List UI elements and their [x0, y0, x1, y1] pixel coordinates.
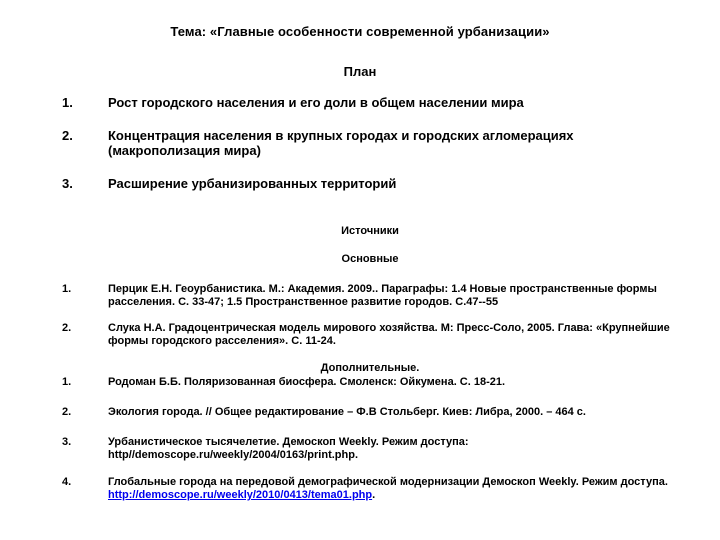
additional-item-number: 4.	[62, 476, 72, 488]
additional-item-text	[108, 476, 688, 502]
document-title: Тема: «Главные особенности современной урбанизации»	[170, 24, 550, 39]
plan-item-number: 1.	[62, 95, 73, 110]
demoscope-link[interactable]: http://demoscope.ru/weekly/2010/0413/tema01.php	[108, 489, 373, 501]
plan-item-number: 3.	[62, 176, 73, 191]
source-item-number: 2.	[62, 322, 72, 334]
plan-item-number: 2.	[62, 128, 73, 143]
sources-heading: Источники	[341, 225, 399, 237]
main-sources-heading: Основные	[341, 253, 399, 265]
plan-item-text: Расширение урбанизированных территорий	[108, 176, 397, 191]
source-item-number: 1.	[62, 283, 72, 295]
additional-item-text: Экология города. // Общее редактирование – Ф.В Стольберг. Киев: Либра, 2000. – 464 с.	[108, 406, 586, 418]
additional-sources-heading: Дополнительные.	[320, 362, 420, 374]
additional-item-number: 3.	[62, 436, 72, 448]
additional-item-text-part: Глобальные города на передовой демографической модернизации Демоскоп Weekly. Режим доступа.	[108, 476, 668, 488]
plan-heading: План	[343, 64, 377, 79]
additional-item-text: Родоман Б.Б. Поляризованная биосфера. Смоленск: Ойкумена. С. 18-21.	[108, 376, 506, 388]
source-item-text: Перцик Е.Н. Геоурбанистика. М.: Академия. 2009.. Параграфы: 1.4 Новые пространственные формы расселения. С. 33-47; 1.5 Пространственное развитие городов. С.47--55	[108, 283, 657, 308]
additional-item-number: 1.	[62, 376, 72, 388]
additional-item-text: Урбанистическое тысячелетие. Демоскоп Weekly. Режим доступа: http//demoscope.ru/weekly/2004/0163/print.php.	[108, 436, 469, 461]
additional-item-number: 2.	[62, 406, 72, 418]
plan-item-text: Рост городского населения и его доли в общем населении мира	[108, 95, 524, 110]
additional-item-text-end: .	[372, 489, 376, 501]
plan-item-text: Концентрация населения в крупных городах и городских агломерациях (макрополизация мира)	[108, 128, 574, 158]
source-item-text: Слука Н.А. Градоцентрическая модель мирового хозяйства. М: Пресс-Соло, 2005. Глава: «Крупнейшие формы городского расселения». С. 11-24.	[108, 322, 670, 347]
